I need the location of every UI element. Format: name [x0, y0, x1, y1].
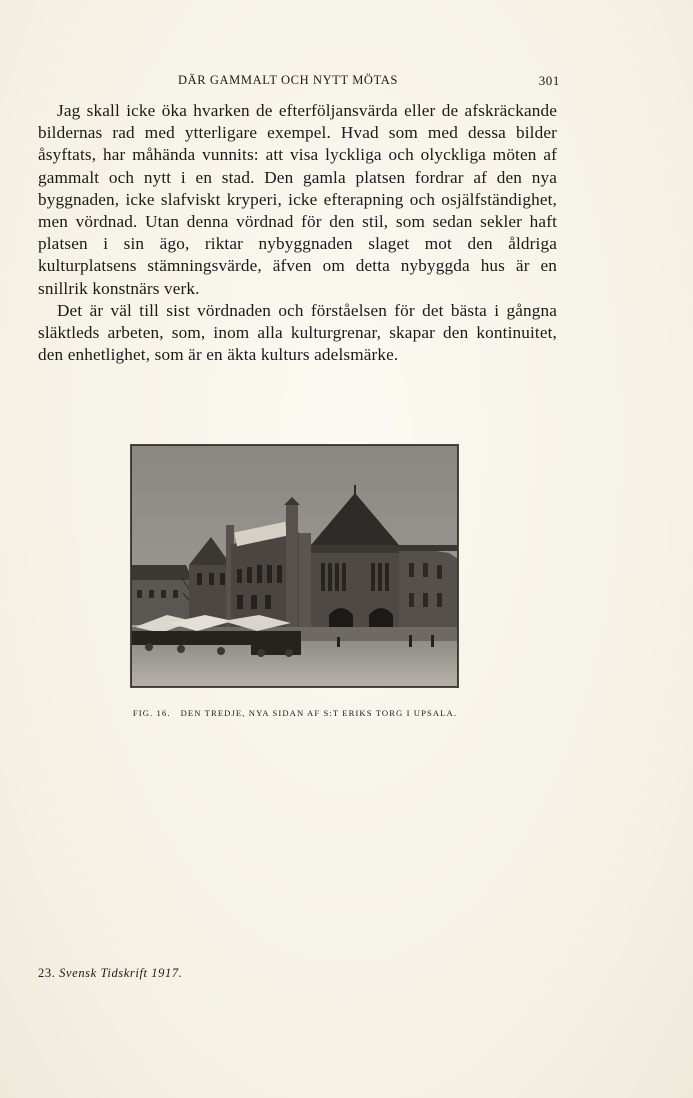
- market-square-photo: [131, 445, 458, 687]
- running-title: DÄR GAMMALT OCH NYTT MÖTAS: [178, 73, 398, 87]
- figure-caption-text: DEN TREDJE, NYA SIDAN AF S:T ERIKS TORG I UPSALA.: [180, 708, 458, 718]
- figure-label: FIG. 16.: [132, 708, 171, 718]
- running-head: [60, 73, 560, 91]
- paragraph: Det är väl till sist vördnaden och förståelsen för det bästa i gångna släktleds arbeten, som, inom alla kulturgrenar, skapar den kontinuitet, den enhetlighet, som är en äkta kulturs adelsmärke.: [38, 300, 557, 365]
- signature-mark: 23.: [38, 966, 56, 980]
- footer: [38, 966, 182, 981]
- paragraph: Jag skall icke öka hvarken de efterföljansvärda eller de afskräckande bildernas rad med ytterligare exempel. Hvad som med dessa bilder åsyftats, har måhända vunnits: att visa lyckliga och olyckliga möten af gammalt och nytt i en stad. Den gamla platsen fordrar af den nya byggnaden, icke slafviskt kryperi, icke efterapning och osjälfständighet, men vördnad. Utan denna vördnad för den stil, som sedan sekler haft platsen i sin ägo, riktar nybyggnaden slaget mot den åldriga kulturplatsens stämningsvärde, äfven om detta nybyggda hus är en snillrik konstnärs verk.: [38, 101, 557, 298]
- left-house: [131, 565, 193, 625]
- body-text: [38, 100, 557, 366]
- journal-title: Svensk Tidskrift 1917.: [59, 966, 183, 980]
- main-building-right-wing: [399, 545, 458, 637]
- figure-caption: [125, 706, 465, 720]
- figure-photo: [131, 445, 458, 687]
- page-number: 301: [538, 73, 560, 88]
